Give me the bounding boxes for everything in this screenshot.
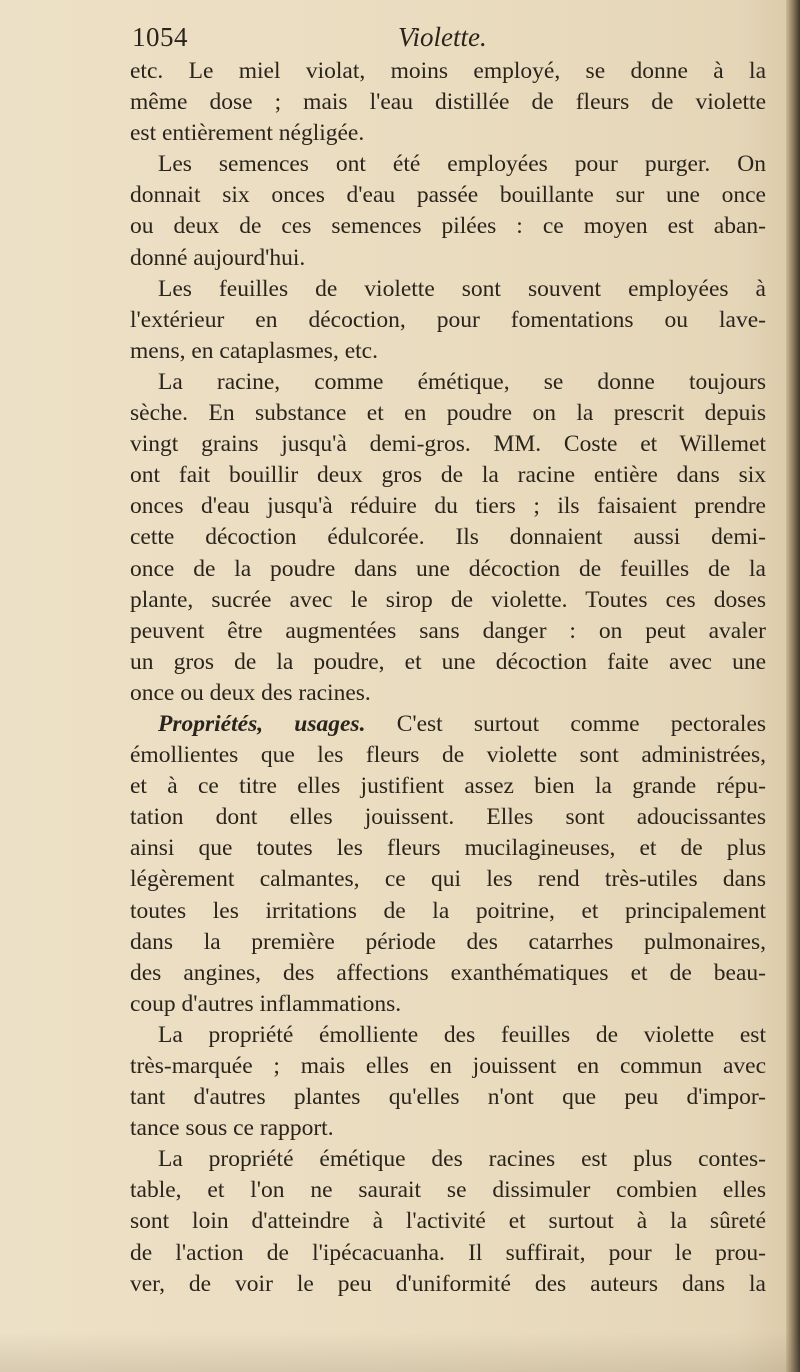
text-line: dans la première période des catarrhes pulmonaires, — [130, 928, 766, 955]
text-line: ont fait bouillir deux gros de la racine entière dans six — [130, 462, 766, 489]
text-line: cette décoction édulcorée. Ils donnaient aussi demi- — [130, 524, 766, 551]
text-line: La racine, comme émétique, se donne toujours — [158, 368, 766, 395]
text-line: ou deux de ces semences pilées : ce moyen est aban- — [130, 213, 766, 240]
page-header — [132, 22, 772, 58]
text-line: des angines, des affections exanthématiques et de beau- — [130, 959, 766, 986]
text-line: vingt grains jusqu'à demi-gros. MM. Coste et Willemet — [130, 431, 766, 458]
text-line: donnait six onces d'eau passée bouillante sur une once — [130, 182, 766, 209]
text-line: Les semences ont été employées pour purger. On — [158, 151, 766, 178]
running-title: Violette. — [398, 22, 487, 52]
text-line: ainsi que toutes les fleurs mucilagineuses, et de plus — [130, 835, 766, 862]
text-line: de l'action de l'ipécacuanha. Il suffirait, pour le prou- — [130, 1239, 766, 1266]
text-line: et à ce titre elles justifient assez bien la grande répu- — [130, 773, 766, 800]
text-line: ver, de voir le peu d'uniformité des auteurs dans la — [130, 1270, 766, 1297]
text-line: mens, en cataplasmes, etc. — [130, 337, 378, 364]
page-edge-shadow — [786, 0, 800, 1372]
text-line: peuvent être augmentées sans danger : on peut avaler — [130, 617, 766, 644]
section-heading: Propriétés, usages. — [158, 710, 366, 737]
text-line: onces d'eau jusqu'à réduire du tiers ; ils faisaient prendre — [130, 493, 766, 520]
text-line: La propriété émolliente des feuilles de violette est — [158, 1021, 766, 1048]
body-text — [130, 56, 766, 1300]
text-line: once de la poudre dans une décoction de feuilles de la — [130, 555, 766, 582]
text-line: once ou deux des racines. — [130, 679, 371, 706]
text-line: l'extérieur en décoction, pour fomentations ou lave- — [130, 306, 766, 333]
text-line: sèche. En substance et en poudre on la prescrit depuis — [130, 400, 766, 427]
text-line: tance sous ce rapport. — [130, 1115, 334, 1142]
text-line-rest: C'est surtout comme pectorales — [396, 710, 766, 737]
text-line: table, et l'on ne saurait se dissimuler combien elles — [130, 1177, 766, 1204]
text-line: sont loin d'atteindre à l'activité et surtout à la sûreté — [130, 1208, 766, 1235]
text-line: plante, sucrée avec le sirop de violette. Toutes ces doses — [130, 586, 766, 613]
text-line: émollientes que les fleurs de violette sont administrées, — [130, 742, 766, 769]
text-line: donné aujourd'hui. — [130, 244, 306, 271]
text-line: très-marquée ; mais elles en jouissent en commun avec — [130, 1053, 766, 1079]
text-line: même dose ; mais l'eau distillée de fleurs de violette — [130, 89, 766, 116]
text-line: légèrement calmantes, ce qui les rend très-utiles dans — [130, 866, 766, 893]
text-line: coup d'autres inflammations. — [130, 990, 402, 1017]
text-line: tation dont elles jouissent. Elles sont adoucissantes — [130, 804, 766, 831]
text-line-with-heading — [130, 709, 766, 740]
page-number: 1054 — [132, 22, 188, 52]
text-line: tant d'autres plantes qu'elles n'ont que peu d'impor- — [130, 1084, 766, 1111]
text-line: Les feuilles de violette sont souvent employées à — [158, 275, 766, 302]
text-line: un gros de la poudre, et une décoction faite avec une — [130, 648, 766, 675]
text-line: etc. Le miel violat, moins employé, se donne à la — [130, 58, 766, 84]
page-bottom-shade — [0, 1332, 800, 1372]
text-line: est entièrement négligée. — [130, 120, 365, 147]
text-line: toutes les irritations de la poitrine, et principalement — [130, 897, 766, 924]
text-line: La propriété émétique des racines est plus contes- — [158, 1146, 766, 1173]
